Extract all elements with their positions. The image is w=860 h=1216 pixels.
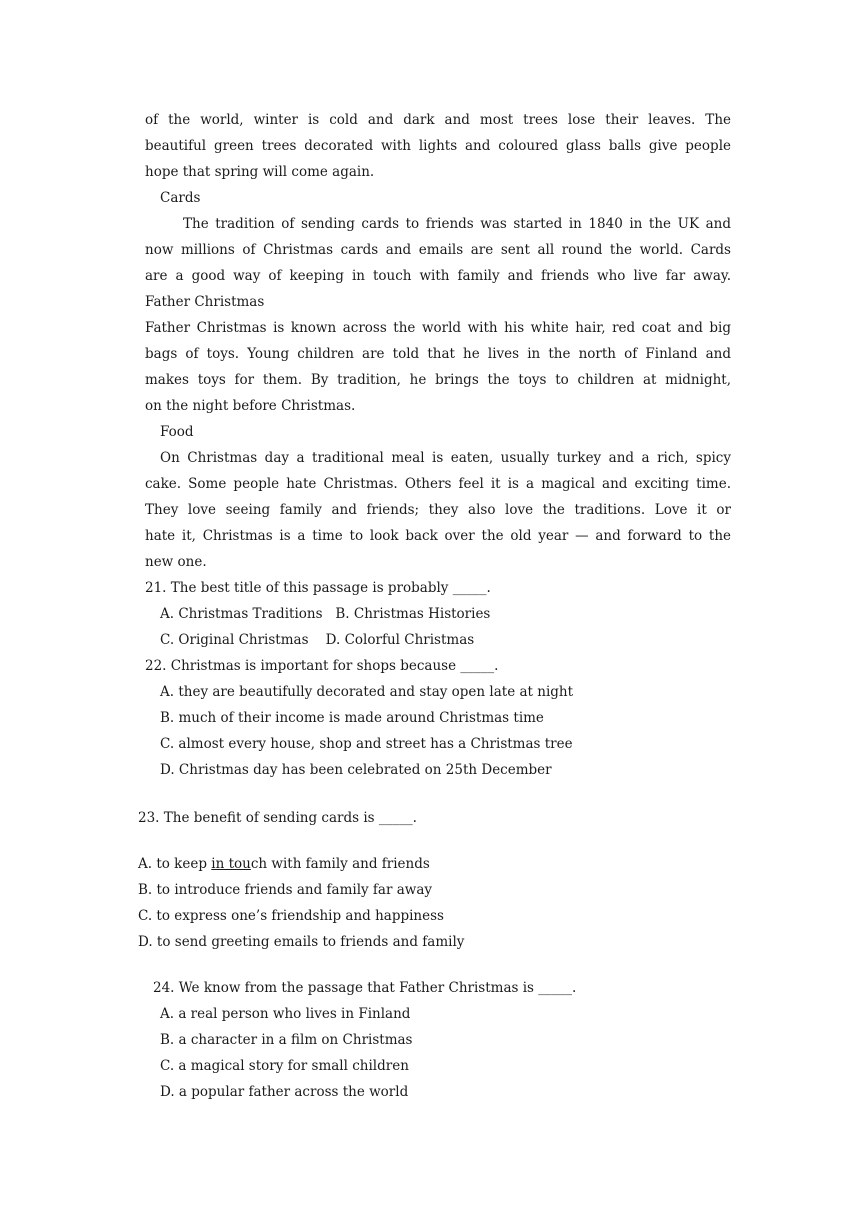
section-heading-father-christmas: Father Christmas (145, 294, 265, 310)
passage-line: now millions of Christmas cards and emails are sent all round the world. Cards (145, 242, 731, 258)
question-22-option-a: A. they are beautifully decorated and stay open late at night (160, 684, 574, 700)
passage-line: They love seeing family and friends; they also love the traditions. Love it or (145, 502, 731, 518)
passage-line: are a good way of keeping in touch with family and friends who live far away. (145, 268, 731, 284)
question-23-option-d: D. to send greeting emails to friends and family (138, 934, 465, 950)
question-22-option-b: B. much of their income is made around Christmas time (160, 710, 544, 726)
passage-line: On Christmas day a traditional meal is eaten, usually turkey and a rich, spicy (160, 450, 731, 466)
passage-line: bags of toys. Young children are told that he lives in the north of Finland and (145, 346, 731, 362)
question-23-option-a (138, 851, 724, 877)
question-21-options-row-1: A. Christmas Traditions B. Christmas Histories (160, 606, 491, 622)
passage-line: The tradition of sending cards to friends was started in 1840 in the UK and (183, 216, 731, 232)
section-heading-cards: Cards (160, 190, 201, 206)
passage-line: on the night before Christmas. (145, 398, 356, 414)
question-23-stem: 23. The benefit of sending cards is _____. (138, 810, 417, 826)
passage-line: new one. (145, 554, 207, 570)
question-22-option-d: D. Christmas day has been celebrated on 25th December (160, 762, 552, 778)
option-a-prefix: A. to keep (138, 856, 212, 872)
question-24-stem: 24. We know from the passage that Father Christmas is _____. (153, 980, 577, 996)
passage-line: hope that spring will come again. (145, 164, 375, 180)
passage-line: of the world, winter is cold and dark and most trees lose their leaves. The (145, 112, 731, 128)
question-24-option-b: B. a character in a film on Christmas (160, 1032, 413, 1048)
passage-line: cake. Some people hate Christmas. Others feel it is a magical and exciting time. (145, 476, 731, 492)
section-heading-food: Food (160, 424, 194, 440)
question-24-option-a: A. a real person who lives in Finland (160, 1006, 411, 1022)
question-24-option-d: D. a popular father across the world (160, 1084, 409, 1100)
underlined-text: in tou (211, 856, 251, 872)
passage-line: makes toys for them. By tradition, he brings the toys to children at midnight, (145, 372, 731, 388)
option-a-suffix: ch with family and friends (250, 856, 430, 872)
question-21-options-row-2: C. Original Christmas D. Colorful Christmas (160, 632, 475, 648)
passage-line: beautiful green trees decorated with lights and coloured glass balls give people (145, 138, 731, 154)
question-21-stem: 21. The best title of this passage is probably _____. (145, 580, 491, 596)
question-23-option-b: B. to introduce friends and family far away (138, 882, 433, 898)
question-22-option-c: C. almost every house, shop and street has a Christmas tree (160, 736, 573, 752)
passage-line: Father Christmas is known across the world with his white hair, red coat and big (145, 320, 731, 336)
question-22-stem: 22. Christmas is important for shops because _____. (145, 658, 499, 674)
passage-line: hate it, Christmas is a time to look back over the old year — and forward to the (145, 528, 731, 544)
question-24-option-c: C. a magical story for small children (160, 1058, 409, 1074)
question-23-option-c: C. to express one’s friendship and happiness (138, 908, 444, 924)
